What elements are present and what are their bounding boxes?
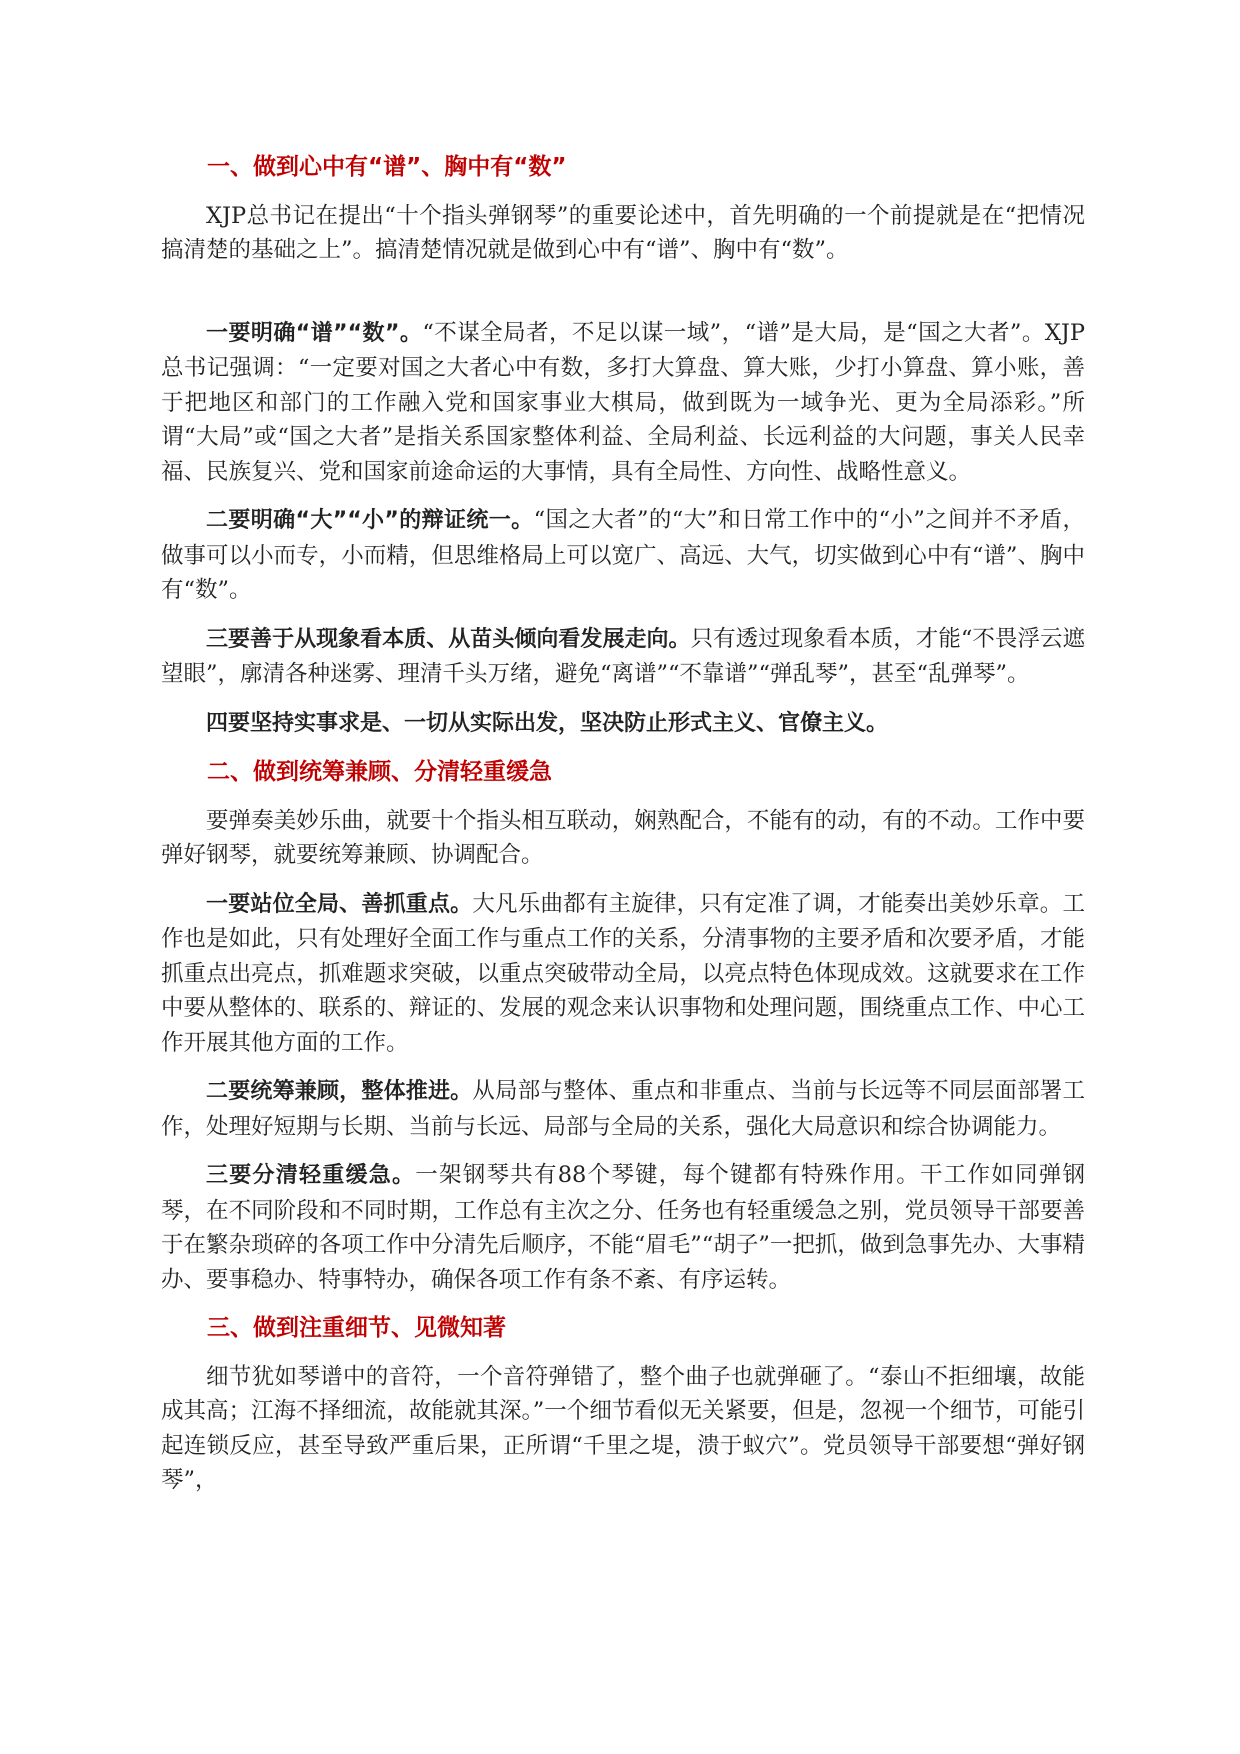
section-1-point-2	[161, 503, 1085, 608]
section-1-point-1	[161, 316, 1085, 490]
section-3-intro	[161, 1360, 1085, 1498]
paragraph-text: 要弹奏美妙乐曲，就要十个指头相互联动，娴熟配合，不能有的动，有的不动。工作中要弹好钢琴，就要统筹兼顾、协调配合。	[161, 807, 1085, 868]
section-heading-2: 二、做到统筹兼顾、分清轻重缓急	[207, 759, 552, 785]
section-2-point-1	[161, 887, 1085, 1061]
section-1-point-3	[161, 622, 1085, 692]
section-1-point-4	[161, 706, 1085, 742]
paragraph-lead: 三要分清轻重缓急。	[206, 1163, 416, 1188]
paragraph-text: “不谋全局者，不足以谋一域”，“谱”是大局，是“国之大者”。XJP总书记强调：“一定要对国之大者心中有数，多打大算盘、算大账，少打小算盘、算小账，善于把地区和部门的工作融入党和国家事业大棋局，做到既为一域争光、更为全局添彩。”所谓“大局”或“国之大者”是指关系国家整体利益、全局利益、长远利益的大问题，事关人民幸福、民族复兴、党和国家前途命运的大事情，具有全局性、方向性、战略性意义。	[161, 319, 1085, 485]
paragraph-lead: 二要统筹兼顾，整体推进。	[206, 1079, 473, 1104]
section-2-point-2	[161, 1074, 1085, 1144]
paragraph-text: “国之大者”的“大”和日常工作中的“小”之间并不矛盾，做事可以小而专，小而精，但思维格局上可以宽广、高远、大气，切实做到心中有“谱”、胸中有“数”。	[161, 507, 1085, 603]
section-heading-1: 一、做到心中有“谱”、胸中有“数”	[207, 154, 567, 180]
paragraph-lead: 四要坚持实事求是、一切从实际出发，坚决防止形式主义、官僚主义。	[206, 710, 889, 736]
paragraph-text: 从局部与整体、重点和非重点、当前与长远等不同层面部署工作，处理好短期与长期、当前与长远、局部与全局的关系，强化大局意识和综合协调能力。	[161, 1078, 1085, 1140]
paragraph-lead: 二要明确“大”“小”的辩证统一。	[206, 508, 534, 533]
document-page	[161, 150, 1085, 1512]
paragraph-lead: 一要站位全局、善抓重点。	[206, 891, 473, 917]
paragraph-text: 只有透过现象看本质，才能“不畏浮云遮望眼”，廓清各种迷雾、理清千头万绪，避免“离谱”“不靠谱”“弹乱琴”，甚至“乱弹琴”。	[161, 625, 1085, 687]
section-heading-3: 三、做到注重细节、见微知著	[207, 1315, 506, 1341]
paragraph-text: XJP总书记在提出“十个指头弹钢琴”的重要论述中，首先明确的一个前提就是在“把情况搞清楚的基础之上”。搞清楚情况就是做到心中有“谱”、胸中有“数”。	[161, 202, 1085, 263]
paragraph-text: 一架钢琴共有88个琴键，每个键都有特殊作用。干工作如同弹钢琴，在不同阶段和不同时期，工作总有主次之分、任务也有轻重缓急之别，党员领导干部要善于在繁杂琐碎的各项工作中分清先后顺序，不能“眉毛”“胡子”一把抓，做到急事先办、大事精办、要事稳办、特事特办，确保各项工作有条不紊、有序运转。	[161, 1162, 1085, 1293]
paragraph-text: 细节犹如琴谱中的音符，一个音符弹错了，整个曲子也就弹砸了。“泰山不拒细壤，故能成其高；江海不择细流，故能就其深。”一个细节看似无关紧要，但是，忽视一个细节，可能引起连锁反应，甚至导致严重后果，正所谓“千里之堤，溃于蚁穴”。党员领导干部要想“弹好钢琴”，	[161, 1363, 1085, 1493]
section-2-point-3	[161, 1158, 1085, 1297]
section-1-intro	[161, 199, 1085, 268]
paragraph-text: 大凡乐曲都有主旋律，只有定准了调，才能奏出美妙乐章。工作也是如此，只有处理好全面工作与重点工作的关系，分清事物的主要矛盾和次要矛盾，才能抓重点出亮点，抓难题求突破，以重点突破带动全局，以亮点特色体现成效。这就要求在工作中要从整体的、联系的、辩证的、发展的观念来认识事物和处理问题，围绕重点工作、中心工作开展其他方面的工作。	[161, 890, 1085, 1056]
paragraph-lead: 一要明确“谱”“数”。	[206, 320, 423, 346]
section-2-intro	[161, 804, 1085, 873]
paragraph-lead: 三要善于从现象看本质、从苗头倾向看发展走向。	[206, 626, 691, 652]
